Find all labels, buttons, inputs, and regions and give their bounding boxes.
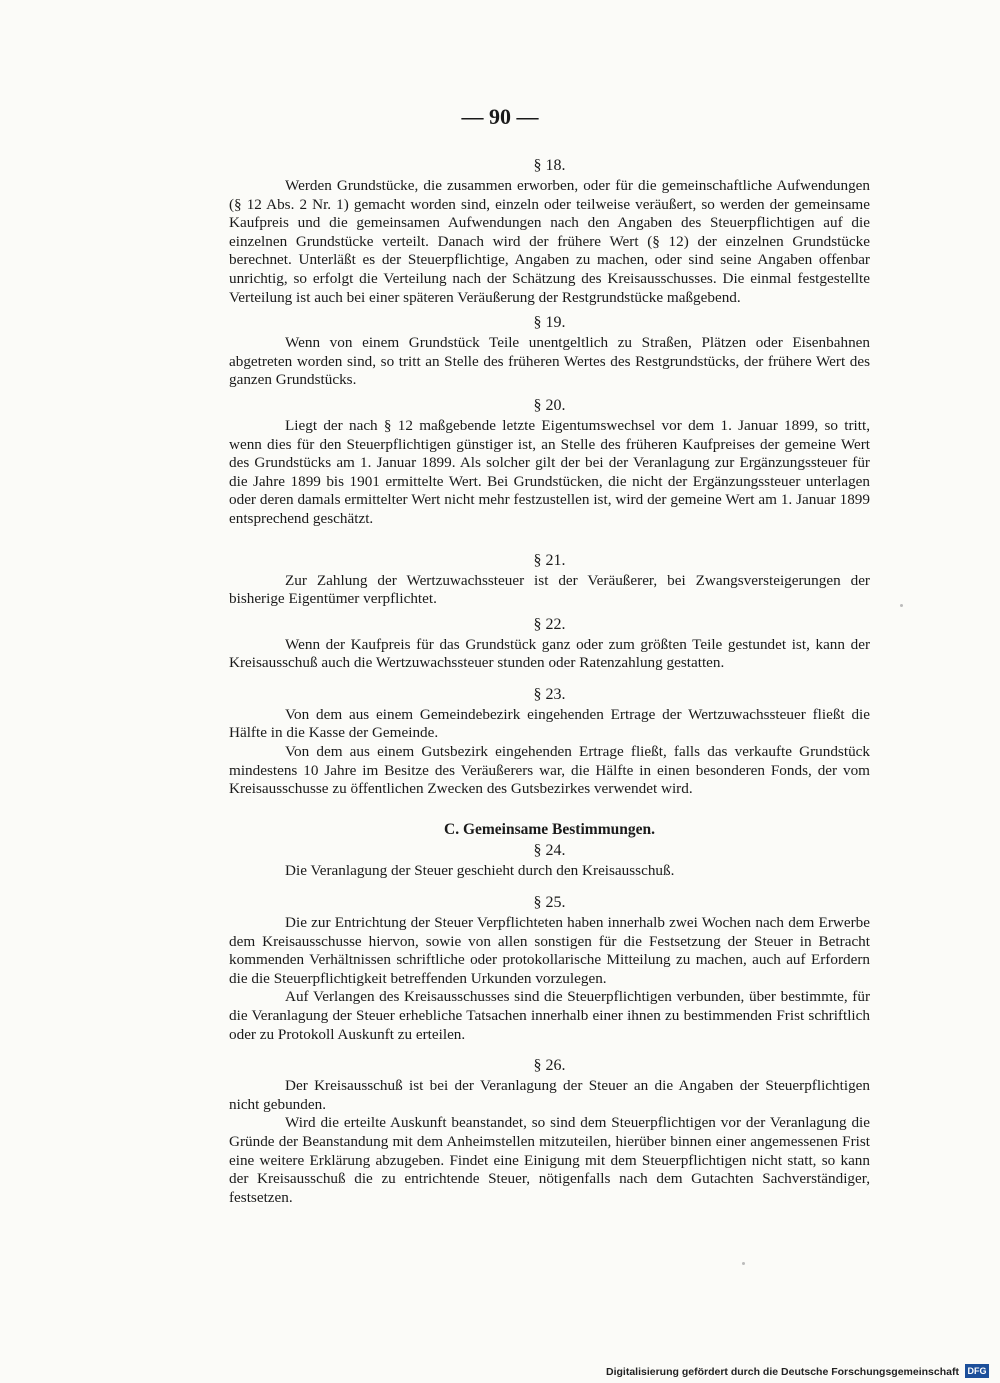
section-heading: § 24.: [533, 842, 566, 860]
paragraph: Von dem aus einem Gemeindebezirk eingehenden Ertrage der Wertzuwachssteuer fließt die Hälfte in die Kasse der Gemeinde.: [229, 705, 870, 742]
paragraph: Die zur Entrichtung der Steuer Verpflichteten haben innerhalb zwei Wochen nach dem Erwerbe dem Kreisausschusse hiervon, sowie von allen sonstigen für die Festsetzung der Steuer in Betracht kommenden Verhältnissen schriftliche oder protokollarische Mitteilung zu machen, auch auf Erfordern die die Steuerpflichtigkeit betreffenden Urkunden vorzulegen.: [229, 914, 870, 987]
section-heading: § 20.: [533, 396, 566, 414]
paragraph: Wird die erteilte Auskunft beanstandet, so sind dem Steuerpflichtigen vor der Veranlagung die Gründe der Beanstandung mit dem Anheimstellen mitzuteilen, hierüber binnen einer angemessenen Frist eine weitere Erklärung abzugeben. Findet eine Einigung mit dem Steuerpflichtigen nicht statt, so kann der Kreisausschuß die zu entrichtende Steuer, nötigenfalls nach dem Gutachten Sachverständiger, festsetzen.: [229, 1114, 870, 1206]
section-heading: § 26.: [533, 1057, 566, 1075]
section-heading: § 18.: [533, 157, 566, 174]
paragraph: Der Kreisausschuß ist bei der Veranlagung der Steuer an die Angaben der Steuerpflichtigen nicht gebunden.: [229, 1077, 870, 1113]
section-heading: § 19.: [533, 314, 566, 332]
paragraph: Von dem aus einem Gutsbezirk eingehenden Ertrage fließt, falls das verkaufte Grundstück mindestens 10 Jahre im Besitze des Veräußerers war, die Hälfte in einen besonderen Fonds, der vom Kreisausschusse zu öffentlichen Zwecken des Gutsbezirkes verwendet wird.: [229, 743, 870, 798]
paragraph: Liegt der nach § 12 maßgebende letzte Eigentumswechsel vor dem 1. Januar 1899, so tritt, wenn dies für den Steuerpflichtigen günstiger ist, an Stelle des früheren Kaufpreises der gemeine Wert des Grundstücks am 1. Januar 1899. Als solcher gilt der bei der Veranlagung zur Ergänzungssteuer für die Jahre 1899 bis 1901 ermittelte Wert. Bei Grundstücken, die nicht der Ergänzungssteuer unterlagen oder deren damals ermittelter Wert nicht mehr festzustellen ist, wird der gemeine Wert am 1. Januar 1899 entsprechend geschätzt.: [229, 416, 870, 527]
paragraph: Wenn der Kaufpreis für das Grundstück ganz oder zum größten Teile gestundet ist, kann der Kreisausschuß auch die Wertzuwachssteuer stunden oder Ratenzahlung gestatten.: [229, 635, 870, 672]
paragraph: Wenn von einem Grundstück Teile unentgeltlich zu Straßen, Plätzen oder Eisenbahnen abgetreten worden sind, so tritt an Stelle des früheren Wertes des Restgrundstücks, der frühere Wert des ganzen Grundstücks.: [229, 334, 870, 389]
part-heading: C. Gemeinsame Bestimmungen.: [444, 820, 655, 838]
digitization-credit: Digitalisierung gefördert durch die Deutsche Forschungsgemeinschaft: [606, 1366, 959, 1378]
dfg-logo: DFG: [965, 1364, 989, 1378]
section-heading: § 23.: [533, 685, 566, 703]
section-heading: § 25.: [533, 894, 566, 912]
section-heading: § 21.: [533, 551, 566, 569]
paragraph: Werden Grundstücke, die zusammen erworben, oder für die gemeinschaftliche Aufwendungen (§ 12 Abs. 2 Nr. 1) gemacht worden sind, einzeln oder teilweise veräußert, so werden der gemeinsame Kaufpreis und die gemeinsamen Aufwendungen nach den Angaben des Steuerpflichtigen auf die einzelnen Grundstücke verteilt. Danach wird der frühere Wert (§ 12) der einzelnen Grundstücke berechnet. Unterläßt es der Steuerpflichtige, Angaben zu machen, oder sind seine Angaben offenbar unrichtig, so erfolgt die Verteilung nach der Schätzung des Kreisausschusses. Die einmal festgestellte Verteilung ist auch bei einer späteren Veräußerung der Restgrundstücke maßgebend.: [229, 177, 870, 306]
page-number: — 90 —: [461, 104, 539, 129]
section-heading: § 22.: [533, 615, 566, 633]
paragraph: Auf Verlangen des Kreisausschusses sind die Steuerpflichtigen verbunden, über bestimmte, für die Veranlagung der Steuer erhebliche Tatsachen innerhalb einer ihnen zu bestimmenden Frist schriftlich oder zu Protokoll Auskunft zu erteilen.: [229, 988, 870, 1043]
paragraph: Zur Zahlung der Wertzuwachssteuer ist der Veräußerer, bei Zwangsversteigerungen der bisherige Eigentümer verpflichtet.: [229, 571, 870, 608]
scan-speck: [742, 1262, 745, 1265]
paragraph: Die Veranlagung der Steuer geschieht durch den Kreisausschuß.: [285, 862, 675, 880]
scan-speck: [900, 604, 903, 607]
document-body: [229, 156, 870, 1207]
